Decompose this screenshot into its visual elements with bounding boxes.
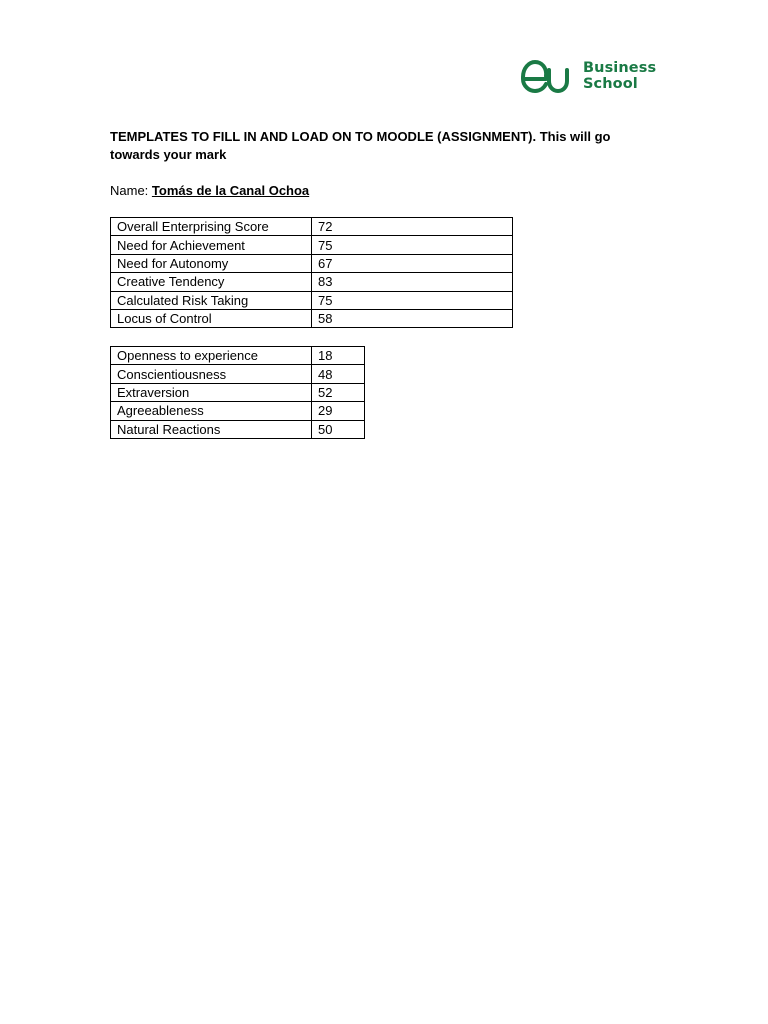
table-row xyxy=(111,383,365,401)
row-label: Openness to experience xyxy=(111,347,312,365)
logo-line-business: Business xyxy=(583,60,657,76)
table-row xyxy=(111,218,513,236)
row-value: 72 xyxy=(312,218,513,236)
table-row xyxy=(111,291,513,309)
row-label: Creative Tendency xyxy=(111,273,312,291)
row-value: 75 xyxy=(312,291,513,309)
row-label: Locus of Control xyxy=(111,309,312,327)
document-heading: TEMPLATES TO FILL IN AND LOAD ON TO MOODLE (ASSIGNMENT). This will go towards your mark xyxy=(110,129,611,162)
row-label: Extraversion xyxy=(111,383,312,401)
row-label: Need for Achievement xyxy=(111,236,312,254)
name-row xyxy=(110,182,309,200)
table-row xyxy=(111,347,365,365)
row-label: Natural Reactions xyxy=(111,420,312,438)
table-row xyxy=(111,254,513,272)
row-value: 48 xyxy=(312,365,365,383)
row-value: 83 xyxy=(312,273,513,291)
table-row xyxy=(111,236,513,254)
enterprising-scores-table xyxy=(110,217,513,328)
logo-text xyxy=(583,60,656,92)
row-value: 75 xyxy=(312,236,513,254)
eu-logo-icon xyxy=(519,58,575,94)
row-label: Need for Autonomy xyxy=(111,254,312,272)
row-label: Conscientiousness xyxy=(111,365,312,383)
row-value: 18 xyxy=(312,347,365,365)
row-value: 52 xyxy=(312,383,365,401)
table-row xyxy=(111,273,513,291)
table-row xyxy=(111,365,365,383)
row-label: Calculated Risk Taking xyxy=(111,291,312,309)
row-value: 58 xyxy=(312,309,513,327)
name-value: Tomás de la Canal Ochoa xyxy=(151,183,310,198)
table-row xyxy=(111,420,365,438)
row-value: 67 xyxy=(312,254,513,272)
eu-business-school-logo xyxy=(519,58,669,96)
name-label: Name: xyxy=(110,183,152,198)
row-label: Overall Enterprising Score xyxy=(111,218,312,236)
personality-scores-table xyxy=(110,346,365,439)
row-value: 29 xyxy=(312,402,365,420)
logo-line-school: School xyxy=(583,76,638,92)
table-row xyxy=(111,309,513,327)
row-value: 50 xyxy=(312,420,365,438)
row-label: Agreeableness xyxy=(111,402,312,420)
table-row xyxy=(111,402,365,420)
